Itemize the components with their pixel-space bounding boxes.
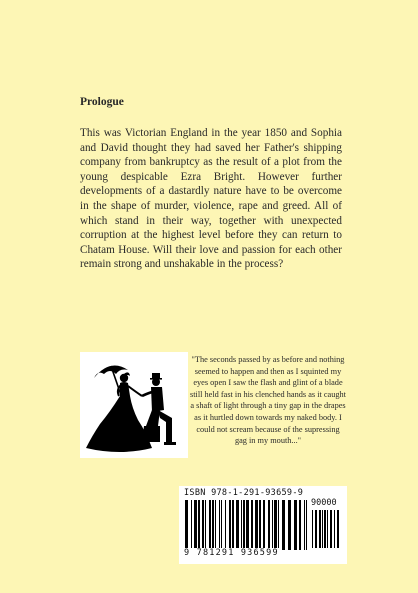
ean-bars: [185, 500, 307, 550]
barcode-addon-digits: 90000: [311, 498, 337, 508]
isbn-barcode: [179, 486, 347, 564]
addon-bars: [312, 510, 342, 550]
prologue-heading: Prologue: [80, 96, 124, 108]
silhouette-couple-icon: [80, 352, 188, 458]
silhouette-illustration: [80, 352, 188, 458]
blurb-text: This was Victorian England in the year 1850 and Sophia and David thought they had saved her Father's shipping company from bankruptcy as the result of a plot from the young despicable Ezra Bright. However further developments of a dastardly nature have to be overcome in the shape of murder, violence, rape and greed. All of which stand in their way, together with unexpected corruption at the highest level before they can return to Chatam House. Will their love and passion for each other remain strong and unshakable in the process?: [80, 127, 342, 271]
excerpt-quote: "The seconds passed by as before and nothing seemed to happen and then as I squinted my eyes open I saw the flash and glint of a blade still held fast in his clenched hands as it caught a shaft of light through a tiny gap in the drapes as it hurtled down towards my naked body. I could not scream because of the supressing gag in my mouth...": [190, 355, 346, 446]
barcode-digits: 9 781291 936599: [184, 548, 279, 558]
isbn-number: ISBN 978-1-291-93659-9: [184, 488, 304, 498]
